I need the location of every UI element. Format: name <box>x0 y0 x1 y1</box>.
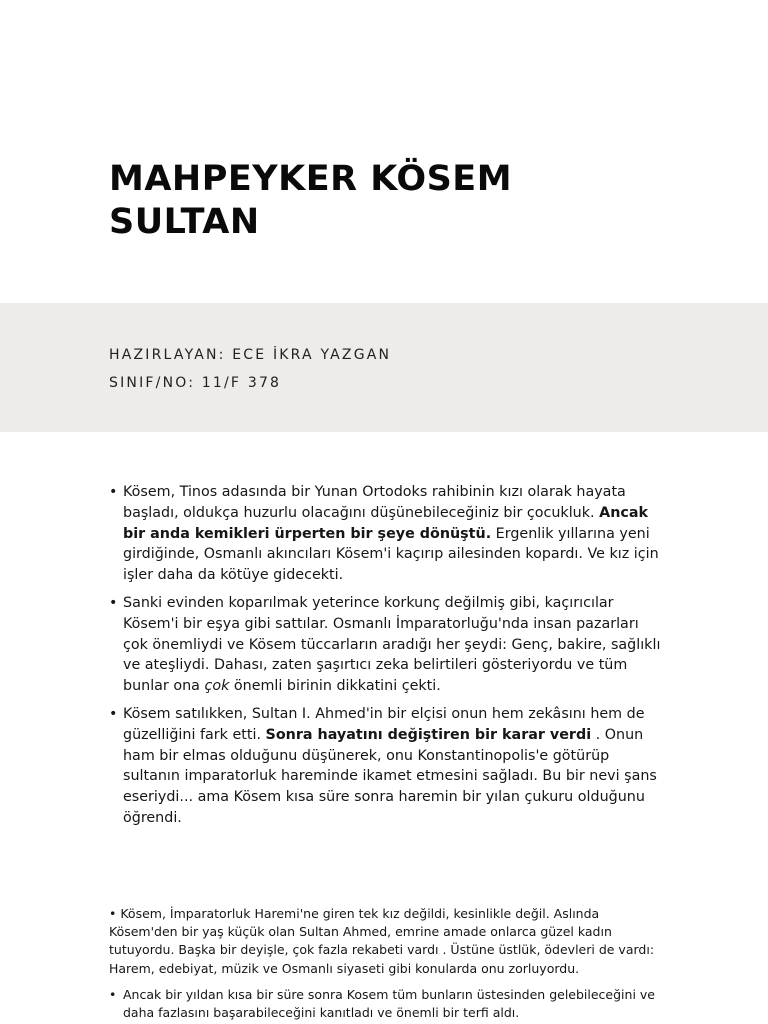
bullet-text: Kösem, Tinos adasında bir Yunan Ortodoks rahibinin kızı olarak hayata başladı, oldukça huzurlu olacağını düşünebileceğiniz bir çocukluk. <box>123 484 626 521</box>
bullet-text: Kösem satılıkken, Sultan I. Ahmed'in bir elçisi onun hem zekâsını hem de güzelliğini fark etti. <box>123 705 645 743</box>
bullet-text-italic: çok <box>204 678 230 695</box>
small-bullet-list <box>109 986 665 1022</box>
small-paragraph: • Kösem, İmparatorluk Haremi'ne giren tek kız değildi, kesinlikle değil. Aslında Kösem'den bir yaş küçük olan Sultan Ahmed, emrine amade onlarca güzel kadın tutuyordu. Başka bir deyişle, çok fazla rekabeti vardı . Üstüne üstlük, ödevleri de vardı: Harem, edebiyat, müzik ve Osmanlı siyaseti gibi konularda onu zorluyordu. <box>109 906 655 976</box>
page-title-line-1: MAHPEYKER KÖSEM <box>109 159 513 199</box>
bullet-text: Ergenlik yıllarına yeni girdiğinde, Osmanlı akıncıları Kösem'i kaçırıp ailesinden kopardı. Ve kız için işler daha da kötüye gidecekti. <box>123 525 659 584</box>
bullet-text-bold: Ancak bir anda kemikleri ürperten bir şeye dönüştü. <box>123 504 648 542</box>
main-bullet-list <box>109 482 665 836</box>
bullet-item <box>109 482 665 586</box>
page-title-line-2: SULTAN <box>109 202 260 242</box>
bullet-item <box>109 593 665 697</box>
small-bullet-item: • Ancak bir yıldan kısa bir süre sonra Kosem tüm bunların üstesinden gelebileceğini ve daha fazlasını başarabileceğini kanıtladı ve önemli bir terfi aldı. <box>109 986 665 1022</box>
bullet-item <box>109 704 665 829</box>
bullet-text: . Onun ham bir elmas olduğunu düşünerek, onu Konstantinopolis'e götürüp sultanın imparatorluk hareminde ikamet etmesini sağladı. Bu bir nevi şans eseriydi... ama Kösem kısa süre sonra haremin bir yılan çukuru olduğunu öğrendi. <box>123 726 657 826</box>
page-title <box>109 158 512 244</box>
bullet-text: Sanki evinden koparılmak yeterince korkunç değilmiş gibi, kaçırıcılar Kösem'i bir eşya gibi sattılar. Osmanlı İmparatorluğu'nda insan pazarları çok önemliydi ve Kösem tüccarların aradığı her şeydi: Genç, bakire, sağlıklı ve ateşliydi. Dahası, zaten şaşırtıcı zeka belirtileri gösteriyordu ve tüm bunlar ona <box>123 594 661 695</box>
bullet-text: önemli birinin dikkatini çekti. <box>229 678 441 695</box>
author-info-band <box>0 303 768 432</box>
bullet-text-bold: Sonra hayatını değiştiren bir karar verdi <box>265 726 592 743</box>
prepared-by-label: HAZIRLAYAN: ECE İKRA YAZGAN <box>109 347 392 363</box>
class-number-label: SINIF/NO: 11/F 378 <box>109 375 282 391</box>
